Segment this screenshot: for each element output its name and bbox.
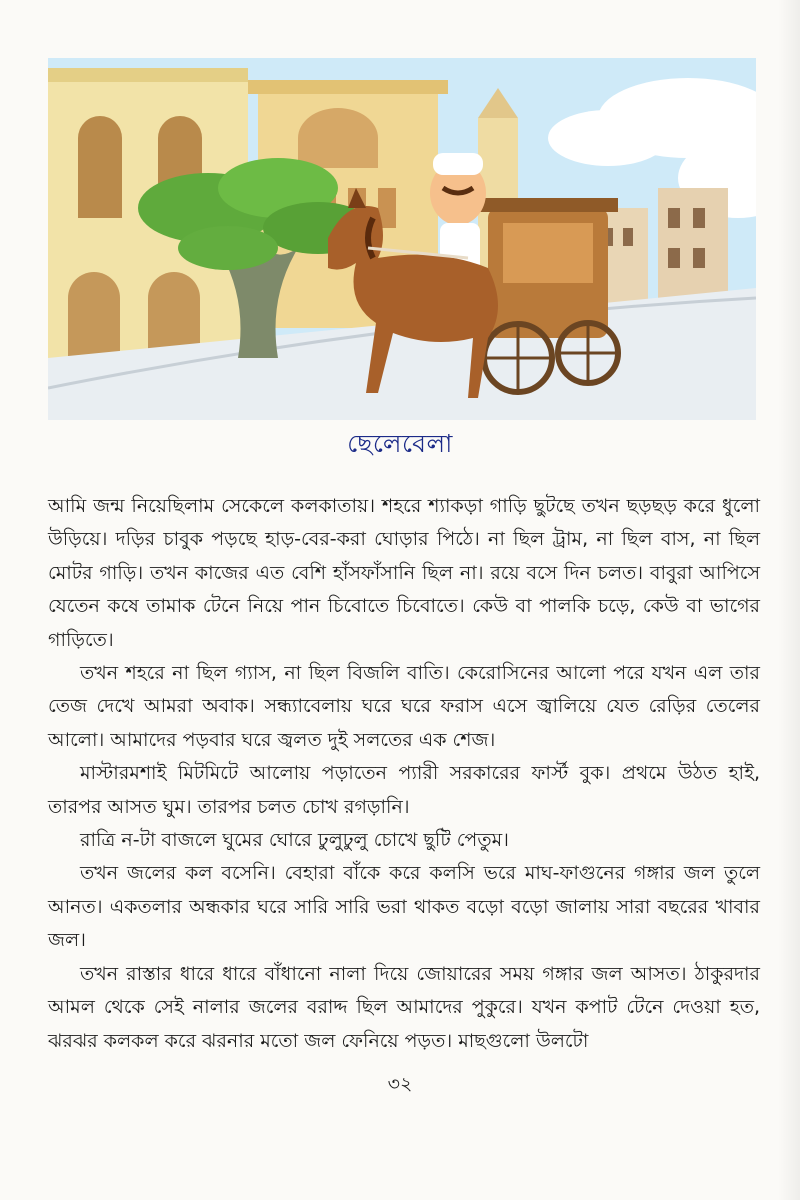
street-scene-image <box>48 58 756 420</box>
paragraph: তখন জলের কল বসেনি। বেহারা বাঁকে করে কলসি ভরে মাঘ-ফাগুনের গঙ্গার জল তুলে আনত। একতলার অন্ধকার ঘরে সারি সারি ভরা থাকত বড়ো বড়ো জালায় সারা বছরের খাবার জল। <box>48 862 760 952</box>
body-text <box>48 490 760 1058</box>
paragraph: তখন রাস্তার ধারে ধারে বাঁধানো নালা দিয়ে জোয়ারের সময় গঙ্গার জল আসত। ঠাকুরদার আমল থেকে সেই নালার জলের বরাদ্দ ছিল আমাদের পুকুরে। যখন কপাট টেনে দেওয়া হত, ঝরঝর কলকল করে ঝরনার মতো জল ফেনিয়ে পড়ত। মাছগুলো উলটো <box>48 962 760 1052</box>
page-number: ৩২ <box>387 1073 413 1095</box>
chapter-title: ছেলেবেলা <box>347 429 453 458</box>
carriage-illustration <box>48 58 756 420</box>
paragraph: মাস্টারমশাই মিটমিটে আলোয় পড়াতেন প্যারী সরকারের ফার্স্ট বুক। প্রথমে উঠত হাই, তারপর আসত ঘুম। তারপর চলত চোখ রগড়ানি। <box>48 762 760 818</box>
paragraph: রাত্রি ন-টা বাজলে ঘুমের ঘোরে ঢুলুঢুলু চোখে ছুটি পেতুম। <box>80 829 509 852</box>
paragraph: আমি জন্ম নিয়েছিলাম সেকেলে কলকাতায়। শহরে শ্যাকড়া গাড়ি ছুটছে তখন ছড়ছড় করে ধুলো উড়িয়ে। দড়ির চাবুক পড়ছে হাড়-বের-করা ঘোড়ার পিঠে। না ছিল ট্রাম, না ছিল বাস, না ছিল মোটর গাড়ি। তখন কাজের এত বেশি হাঁসফাঁসানি ছিল না। রয়ে বসে দিন চলত। বাবুরা আপিসে যেতেন কষে তামাক টেনে নিয়ে পান চিবোতে চিবোতে। কেউ বা পালকি চড়ে, কেউ বা ভাগের গাড়িতে। <box>48 495 761 651</box>
paragraph: তখন শহরে না ছিল গ্যাস, না ছিল বিজলি বাতি। কেরোসিনের আলো পরে যখন এল তার তেজ দেখে আমরা অবাক। সন্ধ্যাবেলায় ঘরে ঘরে ফরাস এসে জ্বালিয়ে যেত রেড়ির তেলের আলো। আমাদের পড়বার ঘরে জ্বলত দুই সলতের এক শেজ। <box>48 662 760 751</box>
page-edge-shadow <box>778 0 800 1200</box>
